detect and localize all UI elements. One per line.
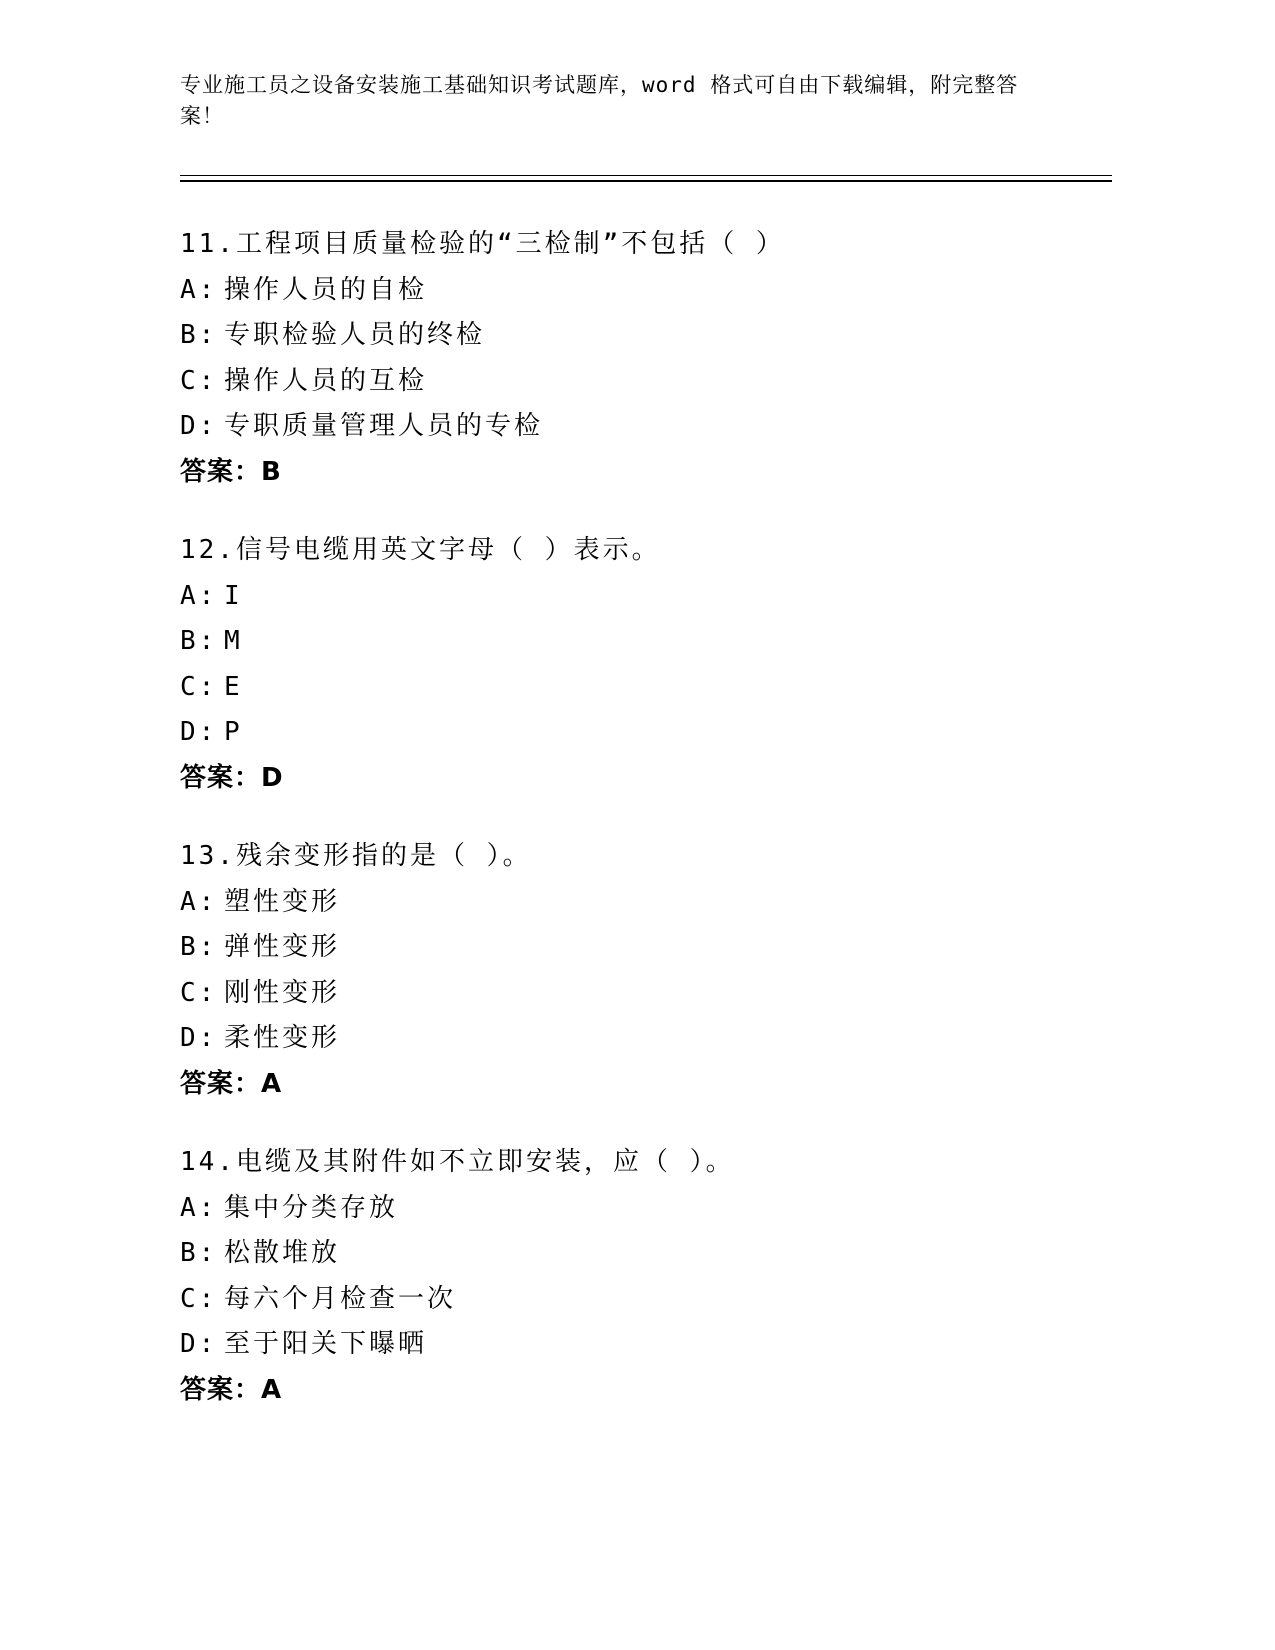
option-text: 柔性变形 bbox=[224, 1023, 341, 1054]
option-b bbox=[180, 1231, 1110, 1277]
option-c bbox=[180, 665, 1110, 711]
option-d bbox=[180, 710, 1110, 756]
option-label: D: bbox=[180, 1023, 218, 1054]
option-label: C: bbox=[180, 365, 218, 396]
option-text: I bbox=[224, 580, 243, 611]
option-label: B: bbox=[180, 1238, 218, 1269]
option-text: 专职检验人员的终检 bbox=[224, 320, 486, 351]
option-label: C: bbox=[180, 977, 218, 1008]
option-text: 松散堆放 bbox=[224, 1238, 341, 1269]
option-label: D: bbox=[180, 411, 218, 442]
option-c bbox=[180, 359, 1110, 405]
option-label: D: bbox=[180, 717, 218, 748]
option-text: 刚性变形 bbox=[224, 977, 341, 1008]
option-text: 至于阳关下曝晒 bbox=[224, 1329, 428, 1360]
option-text: M bbox=[224, 626, 243, 657]
question-stem: 14.电缆及其附件如不立即安装，应（ ）。 bbox=[180, 1147, 735, 1177]
option-b bbox=[180, 619, 1110, 665]
option-label: B: bbox=[180, 320, 218, 351]
option-text: 集中分类存放 bbox=[224, 1192, 399, 1223]
option-label: A: bbox=[180, 1192, 218, 1223]
option-text: 专职质量管理人员的专检 bbox=[224, 411, 544, 442]
option-label: D: bbox=[180, 1329, 218, 1360]
question-11 bbox=[180, 222, 1110, 496]
option-label: C: bbox=[180, 1283, 218, 1314]
option-d bbox=[180, 1016, 1110, 1062]
option-label: B: bbox=[180, 626, 218, 657]
option-label: A: bbox=[180, 580, 218, 611]
answer: 答案：B bbox=[180, 456, 282, 487]
header-divider-thick bbox=[180, 180, 1112, 182]
document-header: 专业施工员之设备安装施工基础知识考试题库，word 格式可自由下载编辑，附完整答案！ bbox=[180, 73, 1019, 128]
option-a bbox=[180, 1186, 1110, 1232]
option-text: P bbox=[224, 717, 243, 748]
answer: 答案：A bbox=[180, 1068, 283, 1099]
option-text: 弹性变形 bbox=[224, 932, 341, 963]
option-label: B: bbox=[180, 932, 218, 963]
question-13 bbox=[180, 834, 1110, 1108]
option-a bbox=[180, 268, 1110, 314]
answer: 答案：A bbox=[180, 1374, 283, 1405]
option-text: 操作人员的自检 bbox=[224, 274, 428, 305]
question-stem: 11.工程项目质量检验的“三检制”不包括（ ） bbox=[180, 229, 785, 259]
answer: 答案：D bbox=[180, 762, 284, 793]
header-divider-thin bbox=[180, 175, 1112, 176]
option-d bbox=[180, 404, 1110, 450]
option-text: 操作人员的互检 bbox=[224, 365, 428, 396]
option-text: E bbox=[224, 671, 243, 702]
option-c bbox=[180, 1277, 1110, 1323]
option-label: C: bbox=[180, 671, 218, 702]
option-c bbox=[180, 971, 1110, 1017]
option-text: 塑性变形 bbox=[224, 886, 341, 917]
question-14 bbox=[180, 1140, 1110, 1414]
option-a bbox=[180, 574, 1110, 620]
option-b bbox=[180, 313, 1110, 359]
option-label: A: bbox=[180, 886, 218, 917]
option-d bbox=[180, 1322, 1110, 1368]
question-12 bbox=[180, 528, 1110, 802]
option-label: A: bbox=[180, 274, 218, 305]
option-a bbox=[180, 880, 1110, 926]
option-text: 每六个月检查一次 bbox=[224, 1283, 457, 1314]
question-stem: 12.信号电缆用英文字母（ ）表示。 bbox=[180, 535, 661, 565]
option-b bbox=[180, 925, 1110, 971]
question-stem: 13.残余变形指的是（ ）。 bbox=[180, 841, 532, 871]
